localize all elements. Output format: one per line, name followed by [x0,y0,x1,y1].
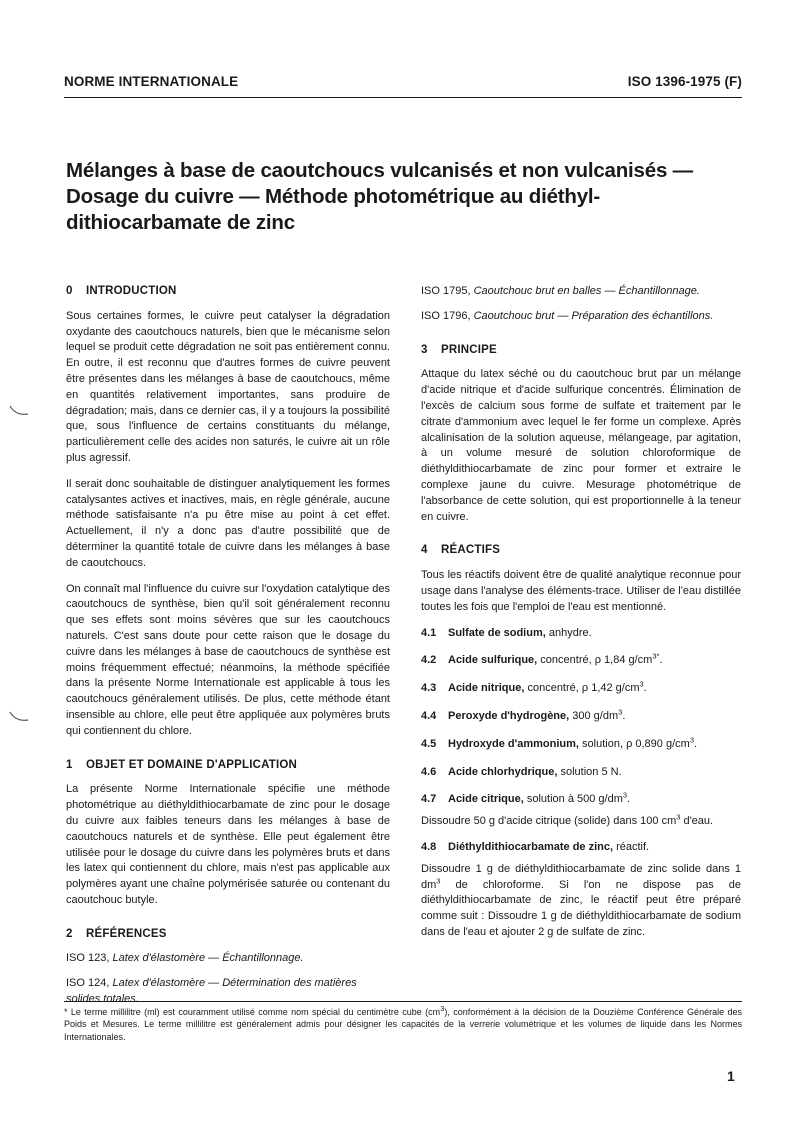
scope-paragraph: La présente Norme Internationale spécifie une méthode photométrique au diéthyldithiocarbamate de zinc pour le dosage du cuivre aux faibles teneurs dans les mélanges à base de caoutchoucs naturels et de synthèse. Elle peut également être utilisée pour le dosage du cuivre dans les polymères bruts et dans les latex qui contiennent du chlore, mais n'est pas applicable aux polymères ayant une chaîne polymérisée saturée ou contenant du caoutchouc butyle. [66,783,390,906]
reference-code: ISO 1796, [421,309,471,322]
reagent-number: 4.1 [421,626,437,639]
reagent-desc-tail: . [627,793,631,806]
reagent-item [421,765,741,781]
section-title: RÉFÉRENCES [86,927,167,940]
zinc-reagent-instructions [421,862,741,941]
superscript: 3 [618,707,623,717]
superscript: 3 [622,790,628,800]
title-line-3: dithiocarbamate de zinc [66,211,295,234]
margin-tick-mark [8,710,30,724]
section-title: INTRODUCTION [86,285,177,297]
reagent-item [421,653,741,669]
instruction-text: de chloroforme. Si l'on ne dispose pas de diéthyldithiocarbamate de zinc, le réactif peut être préparé comme suit : Dissoudre 1 g de diéthyldithiocarbamate de sodium dans de l'eau et ajouter 2 g de sulfate de zinc. [421,878,741,938]
header-standard-number: ISO 1396-1975 (F) [627,74,742,89]
reagent-item [421,709,741,725]
reagent-desc: solution 5 N. [557,765,622,778]
section-2-heading [66,927,390,943]
section-number: 3 [421,343,428,356]
reagent-number: 4.8 [421,840,437,853]
reagent-desc: réactif. [613,840,650,853]
reagents-paragraph: Tous les réactifs doivent être de qualité analytique reconnue pour usage dans l'analyse des éléments-trace. Utiliser de l'eau distillée toutes les fois que l'emploi de l'eau est mentionné. [421,569,741,613]
instruction-text: Dissoudre 50 g d'acide citrique (solide) dans 100 cm [421,815,677,828]
reagent-desc: anhydre. [545,626,592,639]
page-number: 1 [727,1068,735,1084]
reagent-name: Sulfate de sodium, [448,626,546,639]
reagent-desc-tail: . [693,737,698,750]
instruction-text: Dissoudre 1 g de diéthyldithiocarbamate de zinc solide dans 1 dm [421,862,741,891]
reagent-item [421,626,741,642]
right-column [421,284,741,941]
reagent-item [421,840,741,856]
reagent-number: 4.6 [421,765,437,778]
section-title: RÉACTIFS [441,544,501,557]
reagent-name: Acide nitrique, [448,682,525,695]
reagent-name: Hydroxyde d'ammonium, [448,737,579,750]
principle-paragraph: Attaque du latex séché ou du caoutchouc brut par un mélange d'acide nitrique et d'acide sulfurique concentrés. Élimination de l'excès de calcium sous forme de sulfate et traitement par le citrate d'ammonium avec lequel le fer forme un complexe. Après alcalinisation de la solution aqueuse, mélangeage, par agitation, à un volume mesuré de solution chloroformique de diéthyldithiocarbamate de zinc pour former et extraire le complexe jaune du cuivre. Mesurage photométrique de l'absorbance de cette solution, qui est proportionnelle à la teneur en cuivre. [421,368,741,523]
section-number: 0 [66,285,73,297]
margin-tick-mark [8,404,30,418]
footnote-text: * Le terme millilitre (ml) est couramment utilisé comme nom spécial du centimètre cube (cm [64,1007,441,1017]
reagent-desc-tail: . [659,654,663,667]
reagent-desc: concentré, ρ 1,84 g/cm [537,654,653,667]
reference-item [66,951,390,967]
reagent-name: Diéthyldithiocarbamate de zinc, [448,840,614,853]
reagent-number: 4.4 [421,709,437,722]
footnote [64,1006,742,1043]
reagent-number: 4.7 [421,793,437,806]
reagent-desc: 300 g/dm [569,709,619,722]
title-line-1: Mélanges à base de caoutchoucs vulcanisés et non vulcanisés — [66,159,693,182]
superscript: 3 [689,735,694,745]
reference-title: Caoutchouc brut en balles — Échantillonnage. [473,285,700,297]
left-column [66,284,390,1017]
reagent-item [421,792,741,808]
header-standard-type: NORME INTERNATIONALE [64,74,239,89]
section-3-heading [421,343,741,359]
reference-code: ISO 124, [66,977,110,990]
reagent-desc: concentré, ρ 1,42 g/cm [524,682,640,695]
reference-item [421,309,741,325]
reagent-number: 4.2 [421,654,437,667]
instruction-text: d'eau. [680,815,714,828]
intro-paragraph-2: Il serait donc souhaitable de distinguer analytiquement les formes catalysantes actives et inactives, mais, en règle générale, aucune méthode satisfaisante n'a pu être mise au point à cet effet. Actuellement, il n'y a donc pas d'autre possibilité que de déterminer la quantité totale de cuivre dans les mélanges à base de caoutchoucs. [66,477,390,569]
superscript: 3 [639,679,644,689]
reference-item [66,976,390,1008]
intro-paragraph-3: On connaît mal l'influence du cuivre sur l'oxydation catalytique des caoutchoucs de synthèse, bien qu'il soit généralement reconnu que ses effets sont moins sévères que sur les caoutchoucs naturels. C'est sans doute pour cette raison que le dosage du cuivre dans les mélanges à base de caoutchoucs de synthèse est moins fréquemment effectué; néanmoins, la méthode spécifiée dans la présente Norme Internationale est applicable à tous les caoutchoucs généralement utilisés. De plus, cette méthode étant insensible au chlore, elle peut être appliquée aux polymères bruts qui contiennent du chlore. [66,582,390,737]
reference-code: ISO 123, [66,952,110,965]
reagent-desc-tail: . [643,682,647,695]
section-number: 4 [421,544,428,557]
reagent-desc-tail: . [622,709,626,722]
intro-paragraph-1: Sous certaines formes, le cuivre peut catalyser la dégradation oxydante des caoutchoucs naturels, bien que le mécanisme selon lequel se produit cette dégradation ne soit pas entièrement connu. En outre, il est reconnu que d'autres formes de cuivre peuvent être présentes dans les mélanges à base de caoutchoucs, même en quantités relativement importantes, sans produire de dégradation; mais, dans ce dernier cas, il y a toujours la possibilité que, sous l'influence de certains constituants du mélange, particulièrement celle des acides non saturés, le cuivre ait un rôle plus agressif. [66,309,390,464]
section-1-heading [66,758,390,774]
reagent-name: Acide sulfurique, [448,654,538,667]
reference-title: Latex d'élastomère — Détermination des matières solides totales. [66,977,357,1006]
superscript: 3 [676,812,681,822]
reference-item [421,284,741,300]
section-title: OBJET ET DOMAINE D'APPLICATION [86,758,298,771]
footnote-rule [64,1001,742,1002]
reagent-name: Acide chlorhydrique, [448,765,558,778]
reagent-item [421,737,741,753]
reference-title: Caoutchouc brut — Préparation des échantillons. [473,309,714,322]
reagent-name: Acide citrique, [448,793,524,806]
footnote-text: ), conformément à la décision de la Douzième Conférence Générale des Poids et Mesures. Le terme millilitre est généralement admis pour désigner les capacités de la verrerie volumétrique et les volumes de liquide dans les Normes Internationales. [64,1007,742,1042]
superscript: 3 [440,1004,445,1013]
reference-code: ISO 1795, [421,285,471,297]
page-header [64,74,742,89]
section-number: 2 [66,927,73,940]
reagent-item [421,681,741,697]
section-title: PRINCIPE [441,343,497,356]
reagent-number: 4.3 [421,682,437,695]
reference-title: Latex d'élastomère — Échantillonnage. [112,952,304,965]
superscript: 3* [652,651,660,661]
section-0-heading [66,284,390,300]
section-4-heading [421,543,741,559]
section-number: 1 [66,758,73,771]
superscript: 3 [436,875,441,885]
reagent-desc: solution, ρ 0,890 g/cm [578,737,690,750]
citric-acid-instructions [421,814,741,830]
title-line-2: Dosage du cuivre — Méthode photométrique au diéthyl- [66,185,601,208]
document-title [66,158,746,236]
reagent-desc: solution à 500 g/dm [523,793,623,806]
reagent-name: Peroxyde d'hydrogène, [448,709,570,722]
header-rule [64,97,742,98]
reagent-number: 4.5 [421,737,437,750]
